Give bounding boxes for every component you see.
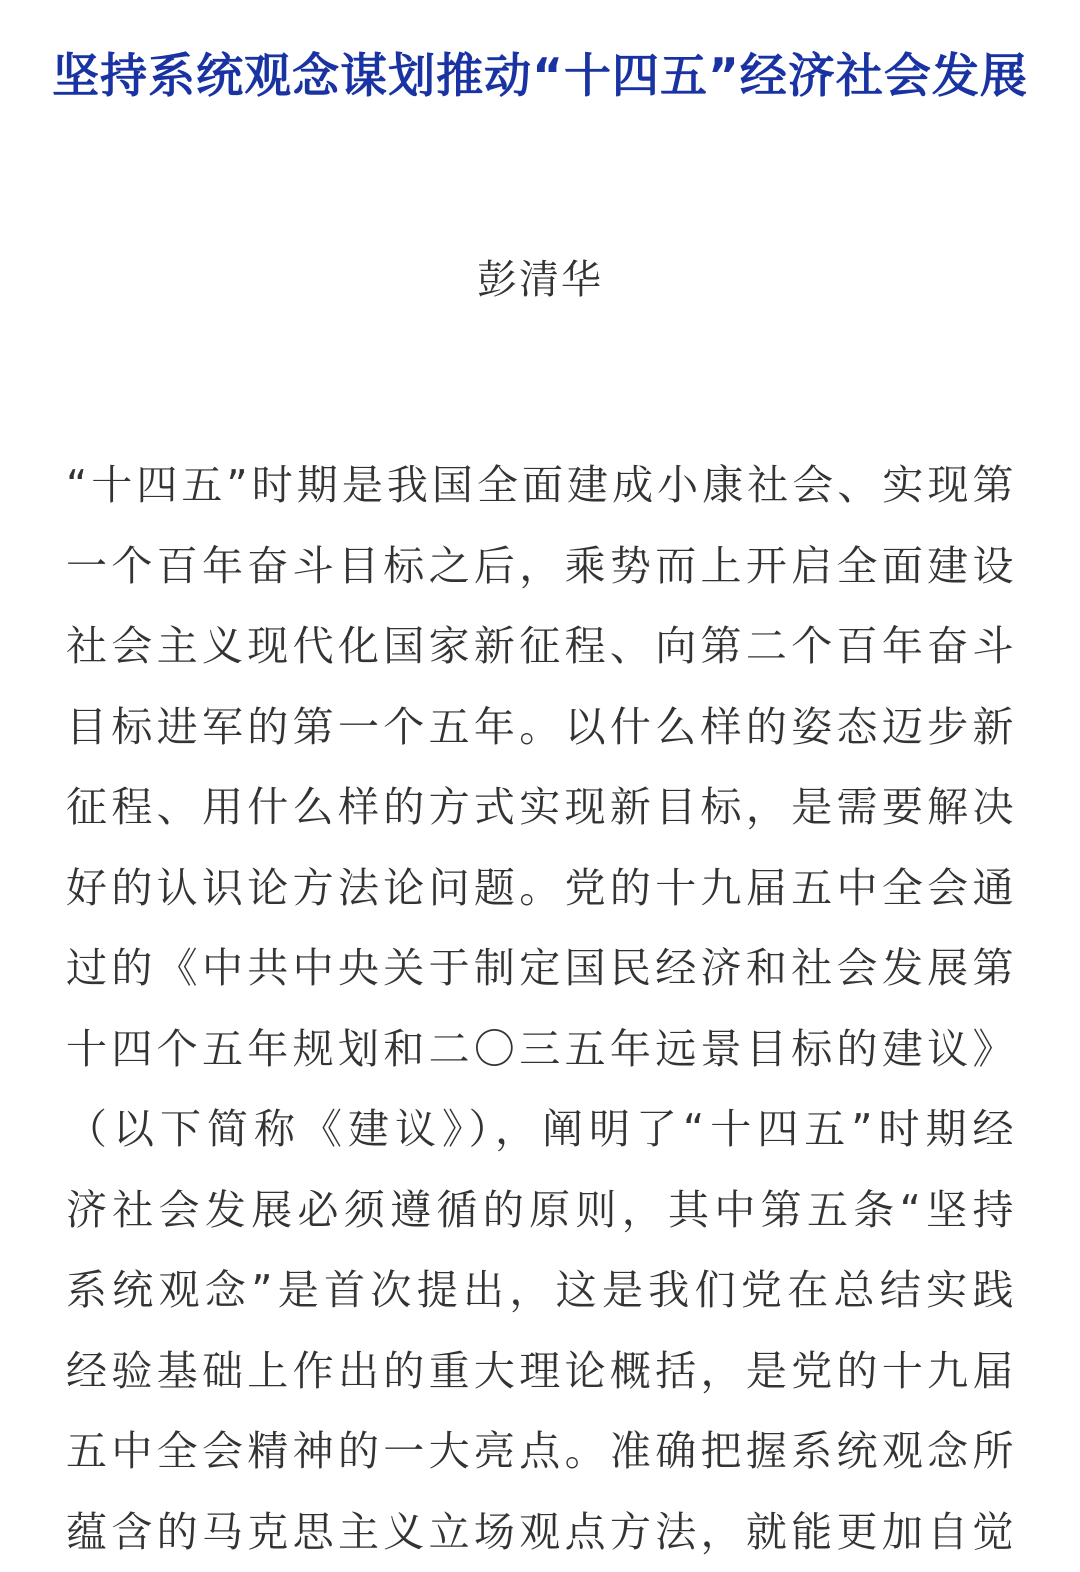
body-line: 社会主义现代化国家新征程、向第二个百年奋斗 bbox=[66, 606, 1016, 687]
body-line: （以下简称《建议》），阐明了“十四五”时期经 bbox=[66, 1089, 1016, 1170]
body-line: 目标进军的第一个五年。以什么样的姿态迈步新 bbox=[66, 687, 1016, 768]
article-body bbox=[66, 445, 1016, 1572]
body-line: 经验基础上作出的重大理论概括，是党的十九届 bbox=[66, 1331, 1016, 1412]
body-line: 系统观念”是首次提出，这是我们党在总结实践 bbox=[66, 1250, 1016, 1331]
body-line: 过的《中共中央关于制定国民经济和社会发展第 bbox=[66, 928, 1016, 1009]
article-title: 坚持系统观念谋划推动“十四五”经济社会发展 bbox=[40, 38, 1040, 116]
body-line: 一个百年奋斗目标之后，乘势而上开启全面建设 bbox=[66, 526, 1016, 607]
body-line: 征程、用什么样的方式实现新目标，是需要解决 bbox=[66, 767, 1016, 848]
body-line: 五中全会精神的一大亮点。准确把握系统观念所 bbox=[66, 1411, 1016, 1492]
body-line: 济社会发展必须遵循的原则，其中第五条“坚持 bbox=[66, 1170, 1016, 1251]
body-line: 好的认识论方法论问题。党的十九届五中全会通 bbox=[66, 848, 1016, 929]
body-line: 蕴含的马克思主义立场观点方法，就能更加自觉 bbox=[66, 1492, 1016, 1572]
body-line: 十四个五年规划和二〇三五年远景目标的建议》 bbox=[66, 1009, 1016, 1090]
body-line: “十四五”时期是我国全面建成小康社会、实现第 bbox=[66, 445, 1016, 526]
article-author: 彭清华 bbox=[0, 252, 1080, 308]
